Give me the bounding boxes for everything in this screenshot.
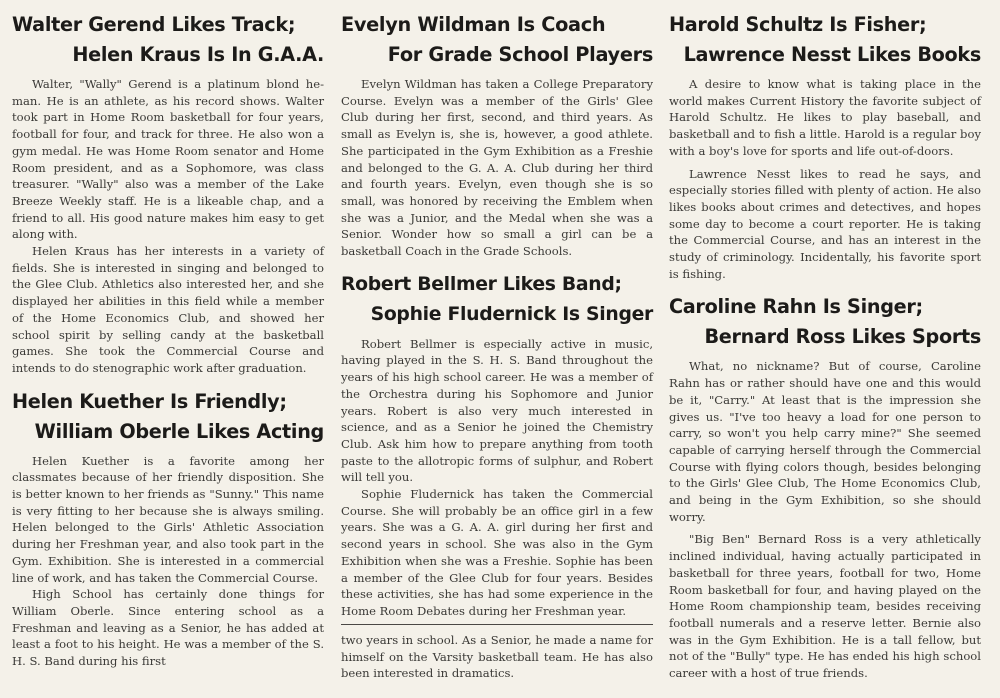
paragraph-kuether: Helen Kuether is a favorite among her classmates because of her friendly disposition. She is better known to her friends as "Sunny." This name is very fitting to her because she is always smiling. Helen belonged to the Girls' Athletic Association during her Freshman year, and also took part in the Gym. Exhibition. She is interested in a commercial line of work, and has taken the Commercial Course. (12, 453, 324, 585)
headline-line: Helen Kraus Is In G.A.A. (72, 43, 324, 66)
headline-wildman (341, 10, 653, 70)
headline-line: Evelyn Wildman Is Coach (341, 13, 606, 36)
headline-line: Helen Kuether Is Friendly; (12, 389, 287, 413)
paragraph-fludernick: Sophie Fludernick has taken the Commercial Course. She will probably be an office girl in a few years. She was a G. A. A. girl during her first and second years in school. She was also in the Gym Exhibition when she was a Freshie. Sophie has been a member of the Glee Club for four years. Besides these activities, she has had some experience in the Home Room Debates during her Freshman year. (341, 487, 653, 618)
column-left (12, 10, 324, 670)
headline-line: Sophie Fludernick Is Singer (370, 303, 653, 325)
continuation-divider (341, 624, 653, 625)
column-middle (341, 10, 653, 620)
headline-line: Harold Schultz Is Fisher; (669, 13, 927, 36)
paragraph-wildman: Evelyn Wildman has taken a College Preparatory Course. Evelyn was a member of the Girls' Glee Club during her first, second, and third years. As small as Evelyn is, she is, however, a good athlete. She participated in the Gym Exhibition as a Freshie and belonged to the G. A. A. Club during her third and fourth years. Evelyn, even though she is so small, was honored by receiving the Emblem when she was a Junior, and the Medal when she was a Senior. Wonder how so small a girl can be a basketball Coach in the Grade Schools. (341, 77, 653, 259)
headline-rahn-ross (669, 292, 981, 352)
headline-line: Robert Bellmer Likes Band; (341, 273, 622, 295)
headline-line: Lawrence Nesst Likes Books (683, 43, 981, 66)
paragraph-bellmer: Robert Bellmer is especially active in music, having played in the S. H. S. Band throughout the years of his high school career. He was a member of the Orchestra during his Sophomore and Junior years. Robert is also very much interested in science, and as a Senior he joined the Chemistry Club. Ask him how to prepare anything from tooth paste to the allotropic forms of sulphur, and Robert will tell you. (341, 336, 653, 485)
headline-schultz-nesst (669, 10, 981, 70)
headline-gerend-kraus (12, 10, 324, 70)
paragraph-rahn: What, no nickname? But of course, Caroline Rahn has or rather should have one and this would be it, "Carry." At least that is the impression she gives us. "I've too heavy a load for one person to carry, so won't you help carry mine?" She seemed capable of carrying herself through the Commercial Course with flying colors though, besides belonging to the Girls' Glee Club, The Home Economics Club, and being in the Gym Exhibition, so she should worry. (669, 359, 981, 524)
paragraph-kraus: Helen Kraus has her interests in a variety of fields. She is interested in singing and belonged to the Glee Club. Athletics also interested her, and she displayed her abilities in this field while a member of the Home Economics Club, and showed her school spirit by selling candy at the basketball games. She took the Commercial Course and intends to do stenographic work after graduation. (12, 244, 324, 375)
paragraph-oberle: High School has certainly done things for William Oberle. Since entering school as a Freshman and leaving as a Senior, he has added at least a foot to his height. He was a member of the S. H. S. Band during his first (12, 587, 324, 669)
headline-line: Walter Gerend Likes Track; (12, 13, 296, 36)
paragraph-nesst: Lawrence Nesst likes to read he says, and especially stories filled with plenty of action. He also likes books about crimes and detectives, and hopes some day to become a court reporter. He is taking the Commercial Course, and has an interest in the study of criminology. Incidentally, his favorite sport is fishing. (669, 166, 981, 281)
column-right (669, 10, 981, 682)
headline-bellmer-fludernick (341, 270, 653, 330)
continuation-block (341, 632, 653, 682)
headline-line: William Oberle Likes Acting (34, 419, 324, 443)
paragraph-gerend: Walter, "Wally" Gerend is a platinum blond he-man. He is an athlete, as his record shows. Walter took part in Home Room basketball for four years, football for four, and track for three. He also won a gym medal. He was Home Room senator and Home Room president, and as a Sophomore, was class treasurer. "Wally" also was a member of the Lake Breeze Weekly staff. He is a likeable chap, and a friend to all. His good nature makes him easy to get along with. (12, 77, 324, 242)
paragraph-oberle-continued: two years in school. As a Senior, he made a name for himself on the Varsity basketball team. He has also been interested in dramatics. (341, 633, 653, 681)
headline-line: For Grade School Players (387, 43, 653, 66)
headline-line: Bernard Ross Likes Sports (704, 325, 981, 349)
paragraph-schultz: A desire to know what is taking place in the world makes Current History the favorite subject of Harold Schultz. He likes to play baseball, and basketball and to fish a little. Harold is a regular boy with a boy's love for sports and life out-of-doors. (669, 77, 981, 158)
headline-kuether-oberle (12, 387, 324, 447)
headline-line: Caroline Rahn Is Singer; (669, 295, 923, 319)
paragraph-ross: "Big Ben" Bernard Ross is a very athletically inclined individual, having actually participated in basketball for three years, football for two, Home Room basketball for four, and having played on the Home Room championship team, besides receiving football numerals and a reserve letter. Bernie also was in the Gym Exhibition. He is a tall fellow, but not of the "Bully" type. He has ended his high school career with a host of true friends. (669, 532, 981, 681)
